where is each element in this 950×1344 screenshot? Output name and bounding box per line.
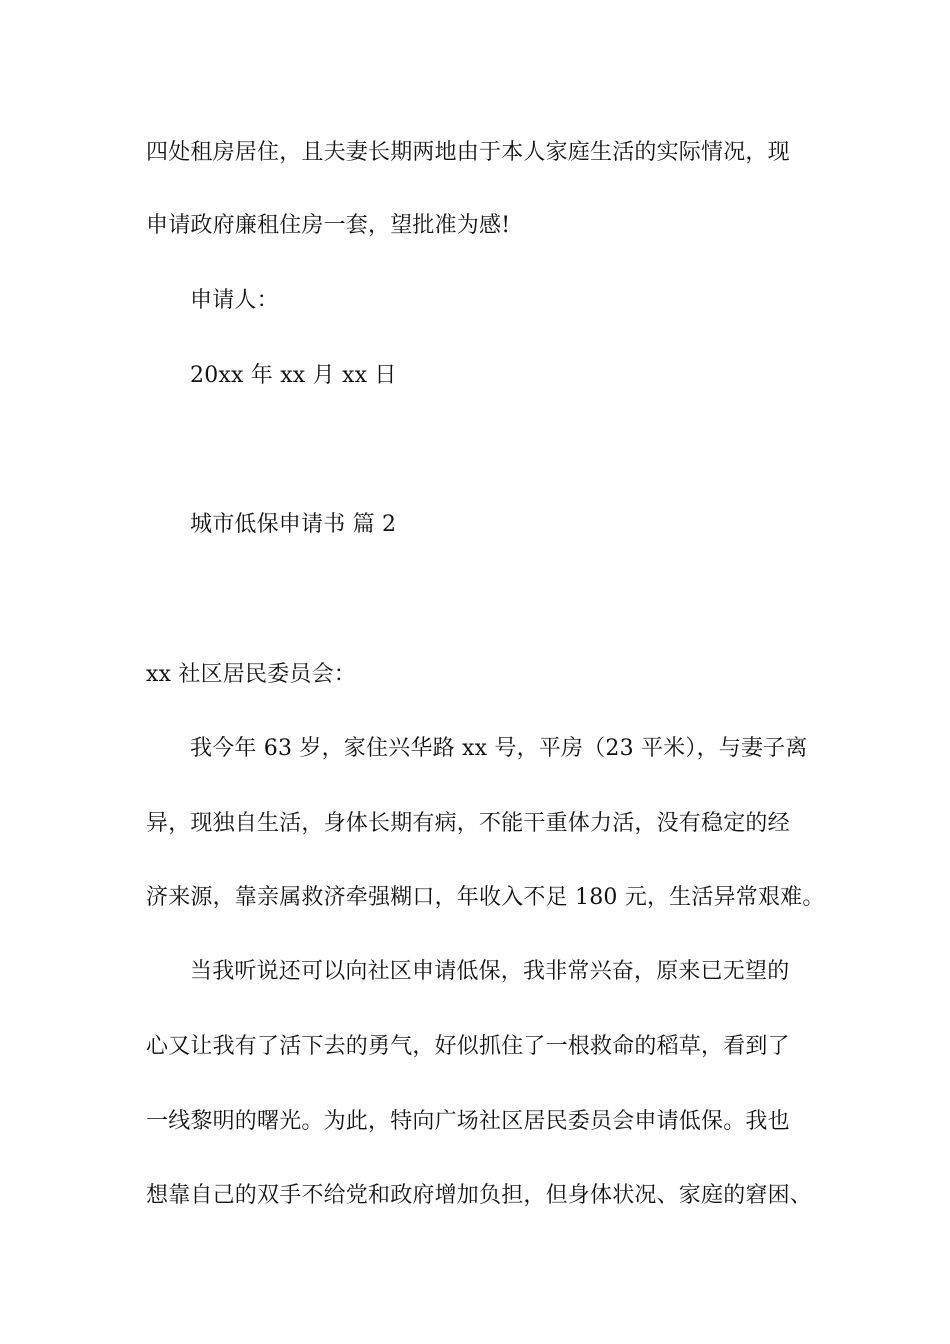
paragraph-line: 想靠自己的双手不给党和政府增加负担，但身体状况、家庭的窘困、: [146, 1183, 813, 1208]
paragraph-line: 心又让我有了活下去的勇气，好似抓住了一根救命的稻草，看到了: [146, 1034, 790, 1059]
paragraph-line: 我今年 63 岁，家住兴华路 xx 号，平房（23 平米），与妻子离: [190, 736, 808, 761]
paragraph-line: 异，现独自生活，身体长期有病，不能干重体力活，没有稳定的经: [146, 811, 790, 836]
paragraph-line: 四处租房居住，且夫妻长期两地由于本人家庭生活的实际情况，现: [146, 140, 790, 165]
salutation: xx 社区居民委员会：: [146, 662, 357, 687]
paragraph-line: 济来源，靠亲属救济牵强糊口，年收入不足 180 元，生活异常艰难。: [146, 885, 825, 910]
paragraph-line: 当我听说还可以向社区申请低保，我非常兴奋，原来已无望的: [190, 959, 790, 984]
applicant-label: 申请人：: [190, 288, 279, 313]
paragraph-line: 一线黎明的曙光。为此，特向广场社区居民委员会申请低保。我也: [146, 1109, 790, 1134]
paragraph-line: 申请政府廉租住房一套，望批准为感!: [146, 213, 511, 238]
date-line: 20xx 年 xx 月 xx 日: [190, 363, 397, 388]
section-heading: 城市低保申请书 篇 2: [190, 512, 397, 537]
